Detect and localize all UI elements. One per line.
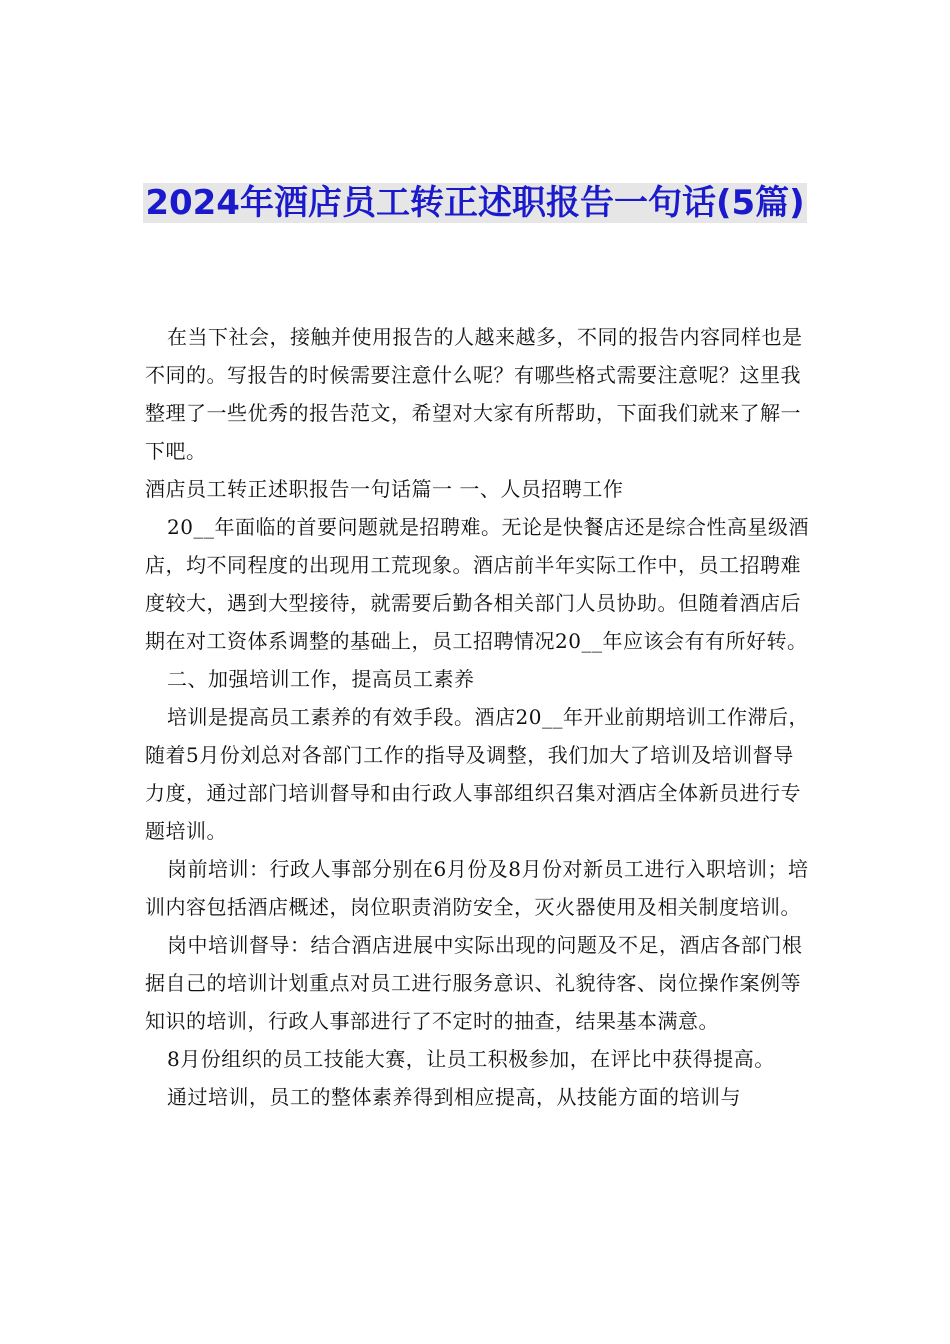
- paragraph-pre-job-training: 岗前培训：行政人事部分别在6月份及8月份对新员工进行入职培训；培训内容包括酒店概述，岗位职责消防安全，灭火器使用及相关制度培训。: [145, 857, 809, 919]
- paragraph-training-heading: 二、加强培训工作，提高员工素养: [167, 667, 475, 691]
- paragraph-section-heading: 酒店员工转正述职报告一句话篇一 一、人员招聘工作: [145, 477, 624, 501]
- document-title-text: 2024年酒店员工转正述职报告一句话(5篇): [145, 183, 805, 223]
- paragraph-intro: 在当下社会，接触并使用报告的人越来越多，不同的报告内容同样也是不同的。写报告的时候需要注意什么呢？有哪些格式需要注意呢？这里我整理了一些优秀的报告范文，希望对大家有所帮助，下面我们就来了解一下吧。: [145, 325, 803, 463]
- paragraph-recruitment: 20__年面临的首要问题就是招聘难。无论是快餐店还是综合性高星级酒店，均不同程度的出现用工荒现象。酒店前半年实际工作中，员工招聘难度较大，遇到大型接待，就需要后勤各相关部门人员协助。但随着酒店后期在对工资体系调整的基础上，员工招聘情况20__年应该会有有所好转。: [145, 515, 809, 653]
- paragraph-training-result: 通过培训，员工的整体素养得到相应提高，从技能方面的培训与: [167, 1085, 741, 1109]
- paragraph-training: 培训是提高员工素养的有效手段。酒店20__年开业前期培训工作滞后，随着5月份刘总对各部门工作的指导及调整，我们加大了培训及培训督导力度，通过部门培训督导和由行政人事部组织召集对酒店全体新员进行专题培训。: [145, 705, 809, 843]
- document-body: [145, 318, 810, 1116]
- paragraph-skills-contest: 8月份组织的员工技能大赛，让员工积极参加，在评比中获得提高。: [167, 1047, 775, 1071]
- paragraph-on-job-training: 岗中培训督导：结合酒店进展中实际出现的问题及不足，酒店各部门根据自己的培训计划重点对员工进行服务意识、礼貌待客、岗位操作案例等知识的培训，行政人事部进行了不定时的抽查，结果基本满意。: [145, 933, 803, 1033]
- document-title: [100, 176, 850, 230]
